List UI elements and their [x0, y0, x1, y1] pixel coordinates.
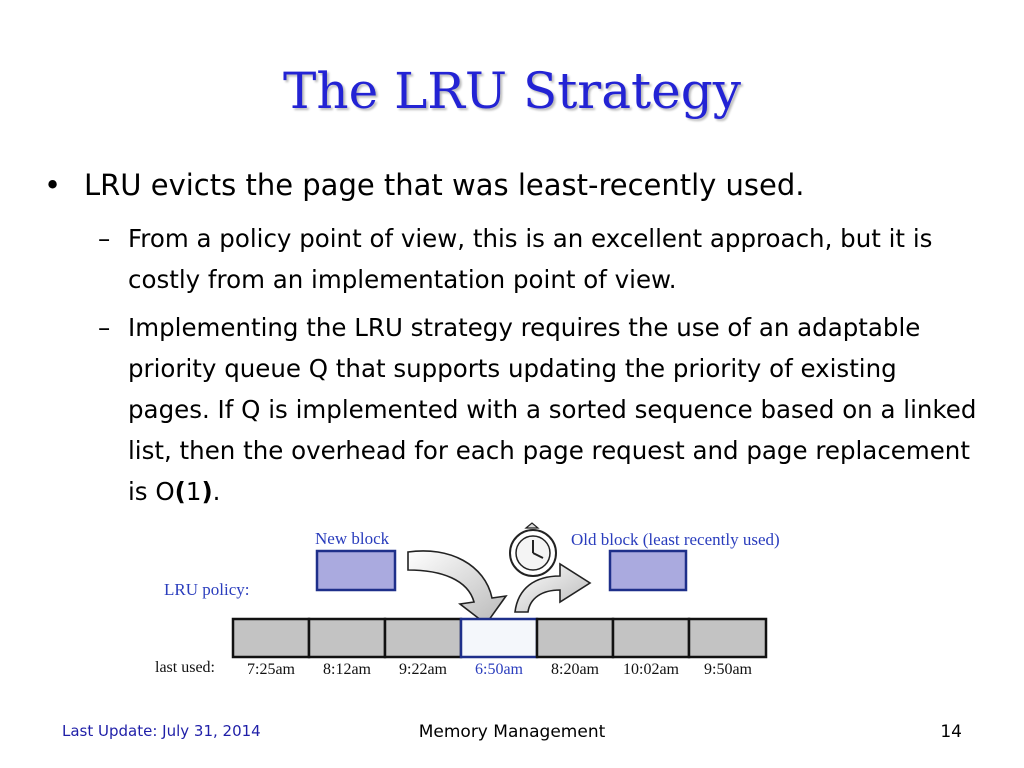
dash-marker: – — [98, 224, 111, 253]
paren-close: ) — [201, 477, 213, 506]
new-block — [317, 551, 395, 590]
last-used-label: last used: — [155, 659, 215, 676]
bullet-marker: • — [44, 168, 62, 202]
sub-bullet-2-text — [128, 307, 978, 512]
sub-bullet-1-text: From a policy point of view, this is an excellent approach, but it is costly from an implementation point of view. — [128, 224, 933, 294]
paren-open: ( — [174, 477, 186, 506]
time-label-highlighted: 6:50am — [475, 661, 523, 678]
time-label: 9:22am — [399, 661, 447, 678]
slide-title: The LRU Strategy — [283, 62, 741, 120]
memory-cell — [689, 619, 766, 657]
old-block-label: Old block (least recently used) — [571, 530, 780, 549]
time-label: 10:02am — [623, 661, 679, 678]
memory-cell — [233, 619, 309, 657]
footer-title: Memory Management — [418, 722, 606, 742]
clock-icon — [510, 523, 556, 576]
sub-bullet-2-body: Implementing the LRU strategy requires the use of an adaptable priority queue Q that supports updating the priority of existing pages. If Q is implemented with a sorted sequence based on a linked list, then the overhead for each page request and page replacement is O — [128, 313, 977, 506]
memory-cell — [385, 619, 461, 657]
lru-figure — [150, 520, 810, 685]
lru-policy-label: LRU policy: — [164, 580, 250, 599]
time-label: 8:20am — [551, 661, 599, 678]
footer-last-update: Last Update: July 31, 2014 — [62, 722, 261, 740]
memory-cell-highlighted — [461, 619, 537, 657]
main-bullet-text: LRU evicts the page that was least-recently used. — [84, 168, 805, 202]
time-label: 9:50am — [704, 661, 752, 678]
memory-cell — [613, 619, 689, 657]
big-o-value: 1 — [185, 477, 202, 506]
page-number: 14 — [940, 722, 962, 742]
old-block — [610, 551, 686, 590]
sub-bullet-2-period: . — [212, 477, 221, 506]
memory-row — [233, 619, 766, 657]
curved-arrow-icon — [408, 551, 506, 624]
new-block-label: New block — [315, 529, 390, 548]
memory-cell — [537, 619, 613, 657]
memory-cell — [309, 619, 385, 657]
time-label: 8:12am — [323, 661, 371, 678]
time-label: 7:25am — [247, 661, 295, 678]
dash-marker: – — [98, 313, 111, 342]
